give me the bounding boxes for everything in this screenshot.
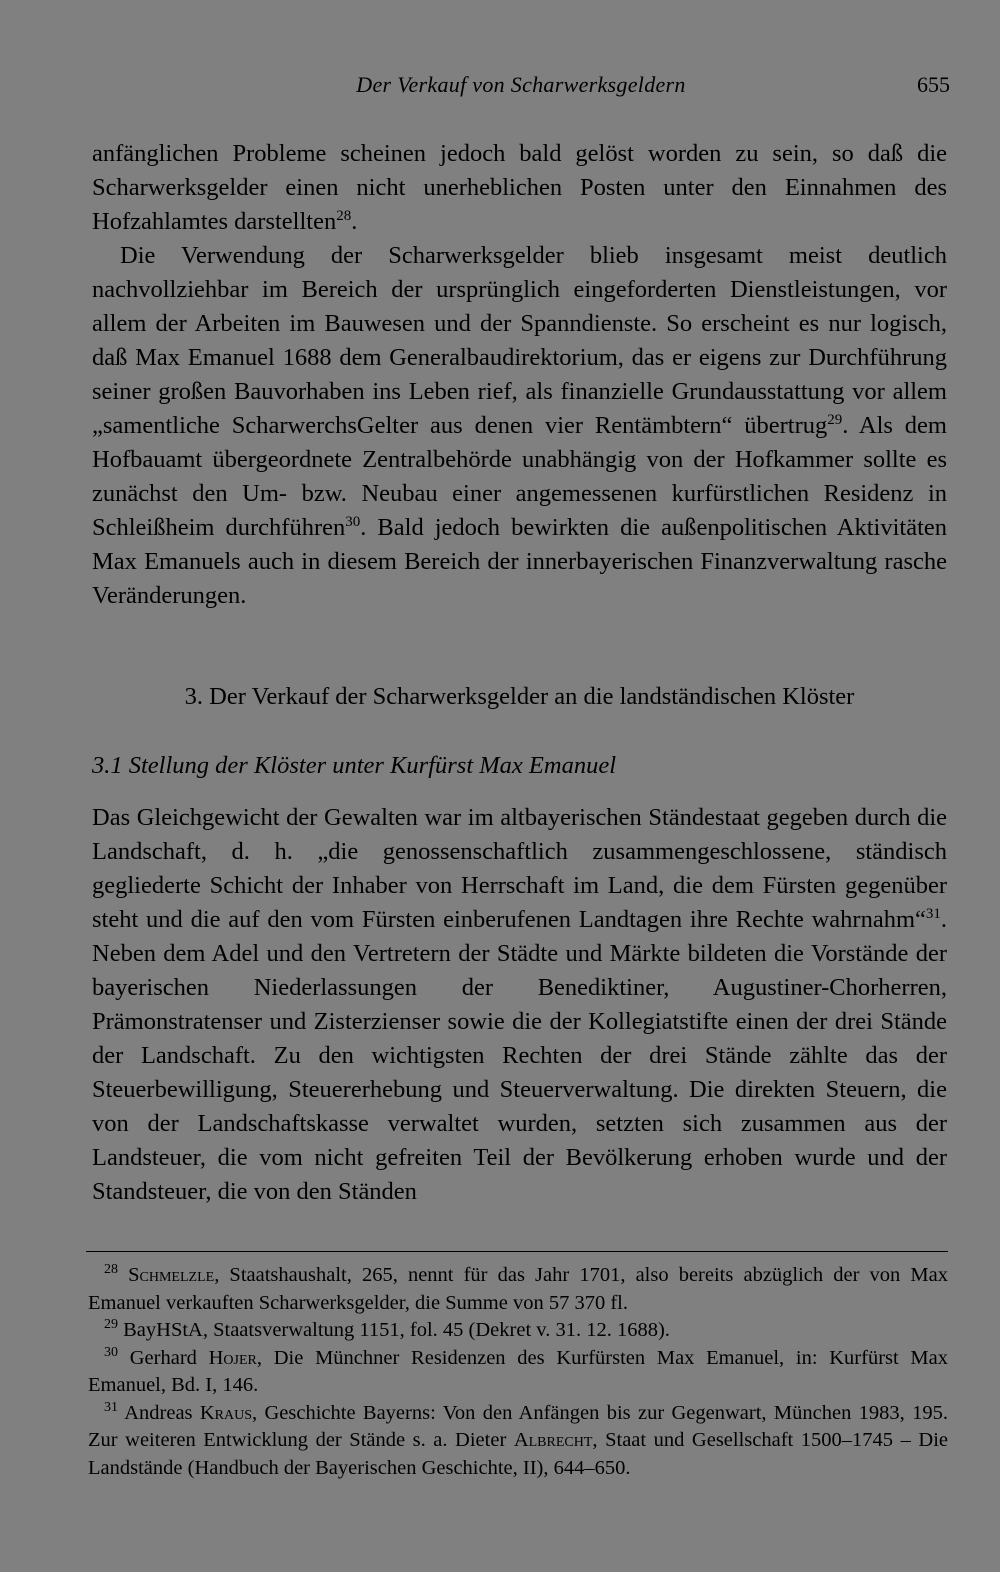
footnote-author: Schmelzle (128, 1264, 215, 1286)
body-text-lower (92, 801, 947, 1209)
section-heading: 3. Der Verkauf der Scharwerksgelder an die landständischen Klöster (184, 683, 855, 710)
footnote-31: $^{31}$ Andreas Kraus, Geschichte Bayerns: Von den Anfängen bis zur Gegenwart, München 1983, 195. Zur weiteren Entwicklung der Stände s. a. Dieter Albrecht, Staat und Gesellschaft 1500–1745 – Die Landstände (Handbuch der Bayerischen Geschichte, II), 644–650. (88, 1399, 949, 1479)
footnote-author: Kraus (199, 1401, 253, 1424)
footnote-ref-30[interactable]: 30 (345, 514, 361, 530)
paragraph-3: Das Gleichgewicht der Gewalten war im altbayerischen Ständestaat gegeben durch die Landschaft, d. h. „die genossenschaftlich zusammengeschlossene, ständisch gegliederte Schicht der Inhaber von Herrschaft im Land, die dem Fürsten gegenüber steht und die auf den vom Fürsten einberufenen Landtagen ihre Rechte wahrnahm“$^{31}$. Neben dem Adel und den Vertretern der Städte und Märkte bildeten die Vorstände der bayerischen Niederlassungen der Benediktiner, Augustiner-Chorherren, Prämonstratenser und Zisterzienser sowie die der Kollegiatstifte einen der drei Stände der Landschaft. Zu den wichtigsten Rechten der drei Stände zählte das der Steuerbewilligung, Steuererhebung und Steuerverwaltung. Die direkten Steuern, die von der Landschaftskasse verwaltet wurden, setzten sich zusammen aus der Landsteuer, die vom nicht gefreiten Teil der Bevölkerung erhoben wurde und der Standsteuer, die von den Ständen (92, 804, 947, 1205)
footnote-author: Albrecht (513, 1429, 593, 1451)
body-text-upper (92, 137, 947, 613)
running-title: Der Verkauf von Scharwerksgeldern (356, 72, 686, 97)
footnote-ref-29[interactable]: 29 (827, 412, 843, 428)
paragraph-2: Die Verwendung der Scharwerksgelder blieb insgesamt meist deutlich nachvollziehbar im Bereich der ursprünglich eingeforderten Dienstleistungen, vor allem der Arbeiten im Bauwesen und der Spanndienste. So erscheint es nur logisch, daß Max Emanuel 1688 dem Generalbaudirektorium, das er eigens zur Durchführung seiner großen Bauvorhaben ins Leben rief, als finanzielle Grundausstattung vor allem „samentliche ScharwerchsGelter aus denen vier Rentämbtern“ übertrug$^{29}$. Als dem Hofbauamt übergeordnete Zentralbehörde unabhängig von der Hofkammer sollte es zunächst den Um- bzw. Neubau einer angemessenen kurfürstlichen Residenz in Schleißheim durchführen$^{30}$. Bald jedoch bewirkten die außenpolitischen Aktivitäten Max Emanuels auch in diesem Bereich der innerbayerischen Finanzverwaltung rasche Veränderungen. (92, 242, 947, 609)
footnote-author: Hojer (208, 1346, 257, 1369)
footnote-divider (86, 1251, 948, 1252)
page-header (92, 72, 950, 106)
footnotes (88, 1262, 948, 1482)
footnote-ref-28[interactable]: 28 (336, 208, 352, 224)
footnote-29: $^{29}$ BayHStA, Staatsverwaltung 1151, fol. 45 (Dekret v. 31. 12. 1688). (104, 1317, 670, 1341)
footnote-28: $^{28}$ Schmelzle, Staatshaushalt, 265, nennt für das Jahr 1701, also bereits abzüglich der von Max Emanuel verkauften Scharwerksgelder, die Summe von 57 370 fl. (88, 1262, 948, 1314)
subsection-heading: 3.1 Stellung der Klöster unter Kurfürst Max Emanuel (92, 752, 616, 779)
footnote-ref-31[interactable]: 31 (925, 906, 941, 922)
page-number: 655 (917, 72, 950, 97)
footnote-30: $^{30}$ Gerhard Hojer, Die Münchner Residenzen des Kurfürsten Max Emanuel, in: Kurfürst Max Emanuel, Bd. I, 146. (88, 1344, 949, 1396)
paragraph-1: anfänglichen Probleme scheinen jedoch bald gelöst worden zu sein, so daß die Scharwerksgelder einen nicht unerheblichen Posten unter den Einnahmen des Hofzahlamtes darstellten$^{28}$. (92, 140, 947, 235)
